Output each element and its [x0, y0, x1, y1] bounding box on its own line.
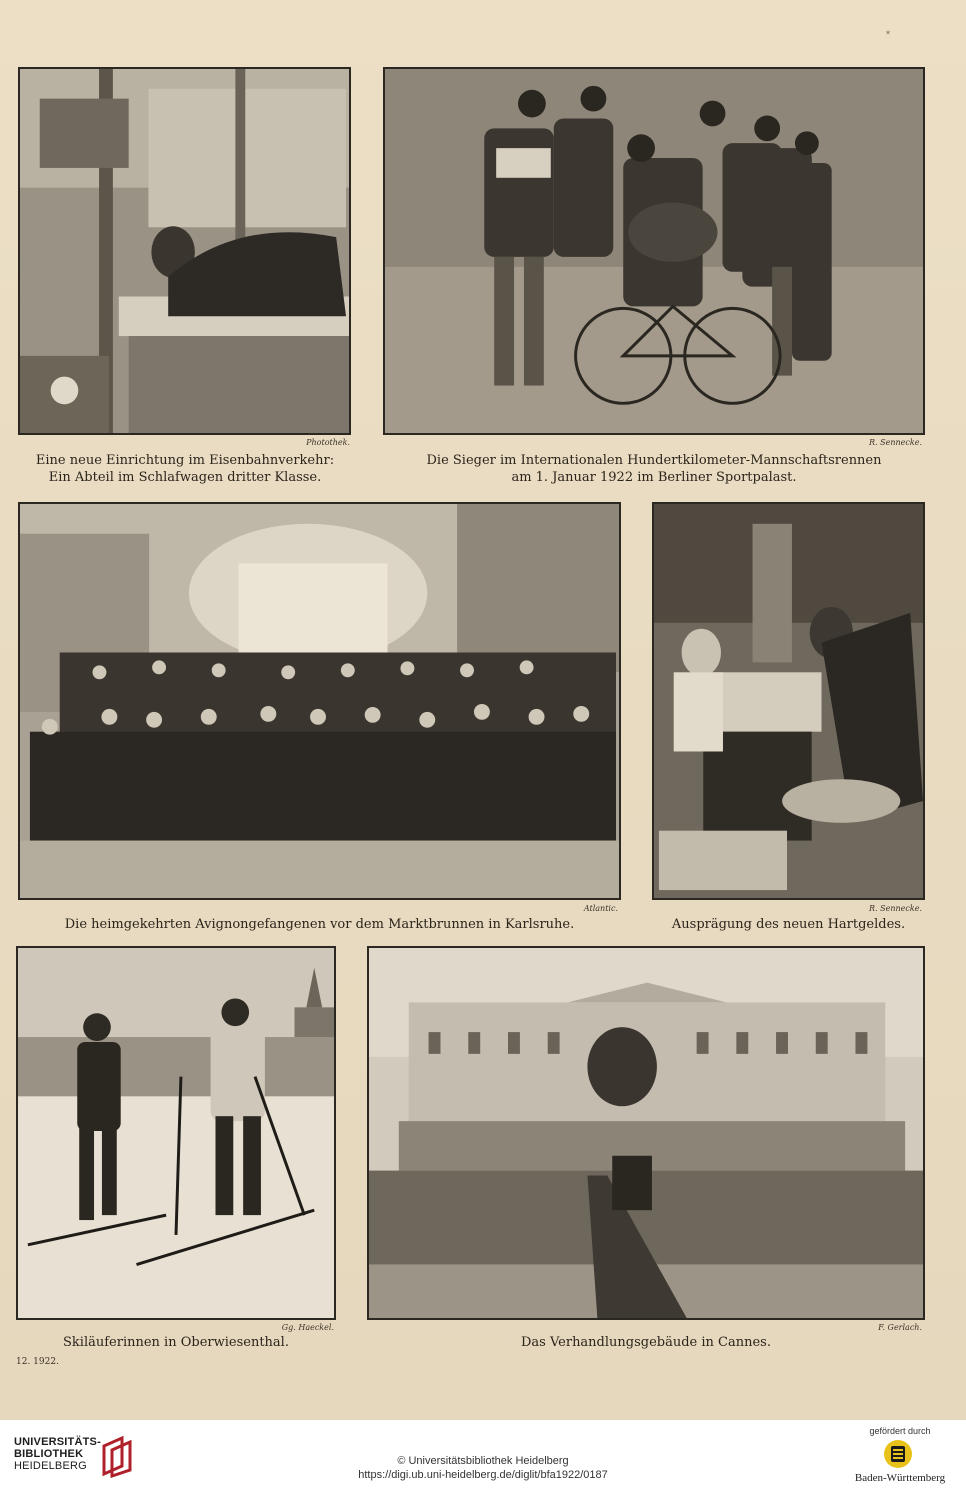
credit-coins: R. Sennecke. [869, 904, 922, 913]
caption-line: Die heimgekehrten Avignongefangenen vor dem Marktbrunnen in Karlsruhe. [64, 917, 575, 932]
caption-coins [652, 916, 925, 933]
credit-cannes: F. Gerlach. [878, 1323, 922, 1332]
copyright-text: © Universitätsbibliothek Heidelberg [397, 1455, 569, 1467]
copyright-notice [300, 1454, 666, 1482]
caption-sleeper [10, 452, 360, 486]
credit-skiers: Gg. Haeckel. [281, 1323, 334, 1332]
caption-line: Eine neue Einrichtung im Eisenbahnverkehr: [35, 453, 335, 468]
baden-wuerttemberg-crest-icon[interactable] [876, 1438, 920, 1470]
photo-cyclists [383, 67, 925, 435]
library-name-line: HEIDELBERG [14, 1460, 87, 1472]
photo-cannes [367, 946, 925, 1320]
caption-line: Die Sieger im Internationalen Hundertkilometer-Mannschaftsrennen [426, 453, 882, 468]
photo-skiers [16, 946, 336, 1320]
caption-prisoners [18, 916, 621, 933]
repository-footer [0, 1420, 966, 1489]
library-name-line: BIBLIOTHEK [14, 1448, 84, 1460]
sponsor-name: Baden-Württemberg [854, 1472, 946, 1484]
library-logo-icon [100, 1434, 136, 1478]
caption-cyclists [384, 452, 924, 486]
caption-line: Ausprägung des neuen Hartgeldes. [671, 917, 906, 932]
page-number: 12. 1922. [16, 1357, 59, 1367]
corner-mark: * [886, 30, 890, 39]
photo-sleeper-car [18, 67, 351, 435]
photo-coins [652, 502, 925, 900]
caption-line: Skiläuferinnen in Oberwiesenthal. [63, 1335, 289, 1350]
photo-prisoners [18, 502, 621, 900]
credit-sleeper: Photothek. [306, 438, 350, 447]
library-logo-text[interactable] [14, 1436, 100, 1472]
credit-cyclists: R. Sennecke. [869, 438, 922, 447]
supported-by-label: gefördert durch [869, 1426, 931, 1436]
credit-prisoners: Atlantic. [583, 904, 618, 913]
caption-line: am 1. Januar 1922 im Berliner Sportpalast. [511, 470, 797, 485]
caption-line: Das Verhandlungsgebäude in Cannes. [520, 1335, 771, 1350]
caption-cannes [367, 1334, 925, 1351]
caption-skiers [16, 1334, 336, 1351]
caption-line: Ein Abteil im Schlafwagen dritter Klasse. [48, 470, 322, 485]
library-name-line: UNIVERSITÄTS- [14, 1436, 101, 1448]
permalink[interactable]: https://digi.ub.uni-heidelberg.de/diglit/bfa1922/0187 [358, 1469, 608, 1481]
